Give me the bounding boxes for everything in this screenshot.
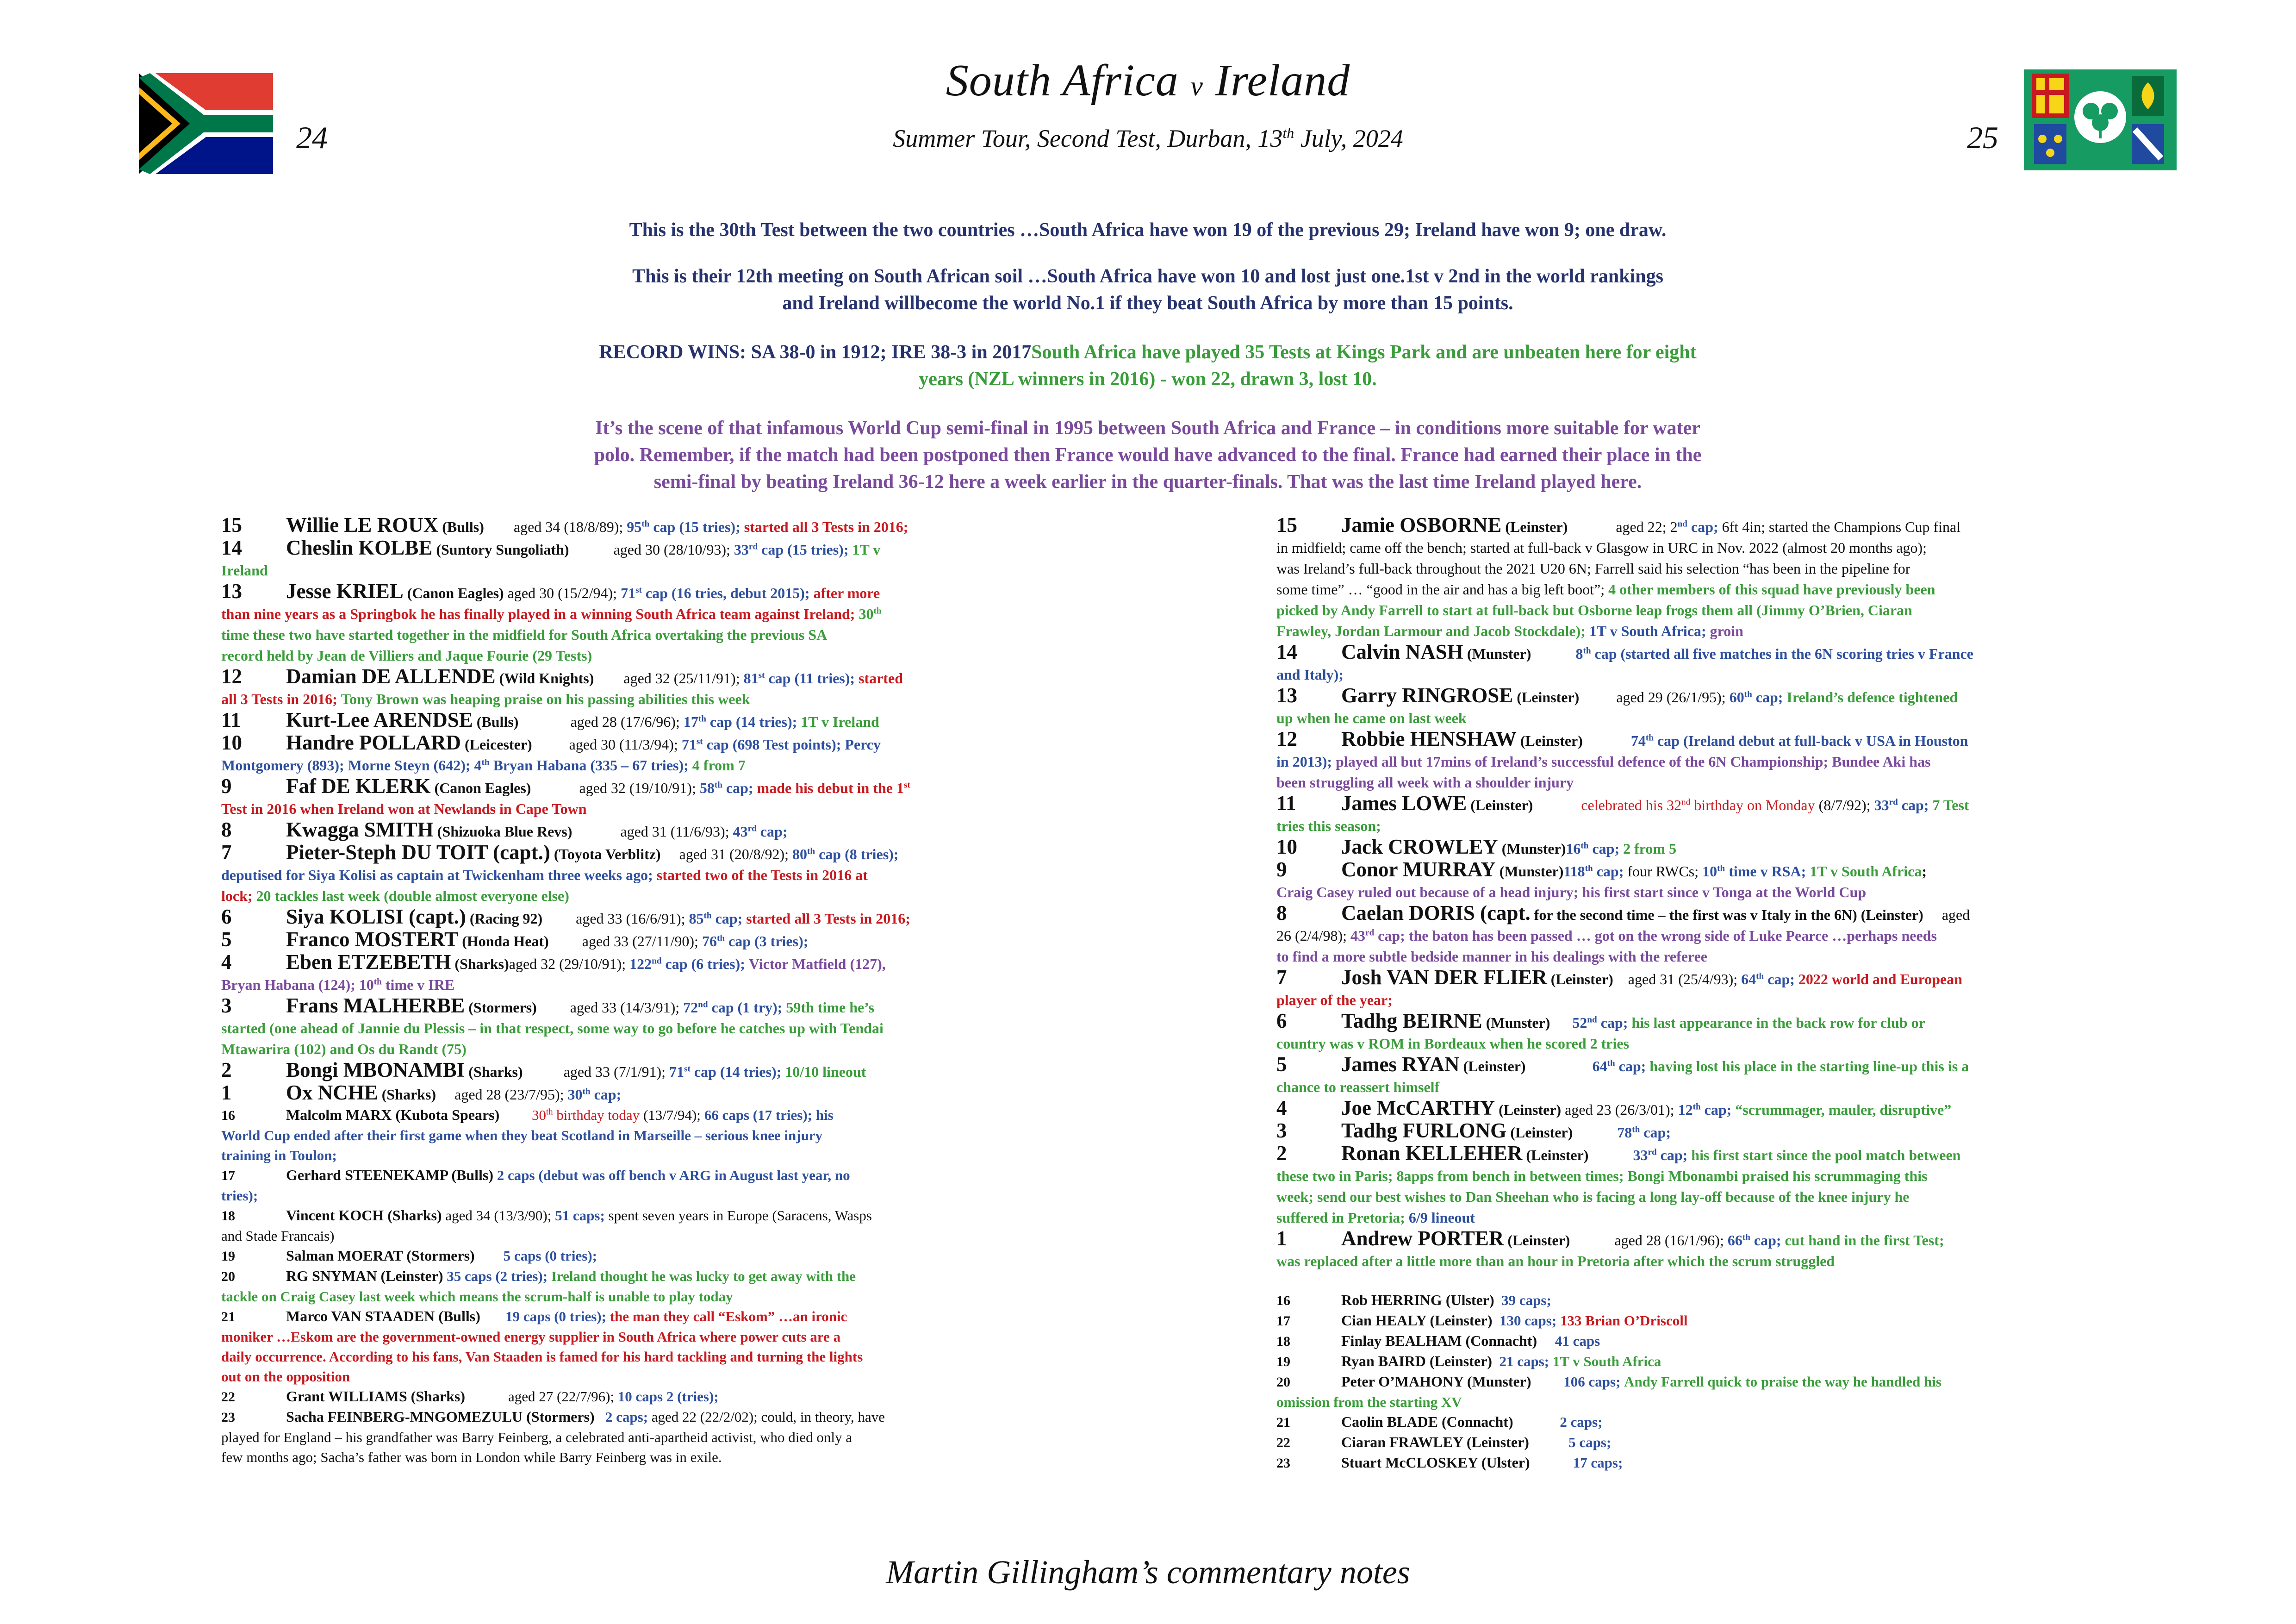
bench-entry: 21 Caolin BLADE (Connacht) 2 caps; — [1276, 1413, 1603, 1430]
player-entry: 7 Josh VAN DER FLIER (Leinster) aged 31 (25/4/93); 64th cap; 2022 world and European player of the year; — [1276, 966, 1963, 1008]
player-entry: 9 Conor MURRAY (Munster)118th cap; four RWCs; 10th time v RSA; 1T v South Africa; Craig Casey ruled out because of a head injury; his first start since v Tonga at the World Cup — [1276, 858, 1927, 900]
player-entry: 7 Pieter-Steph DU TOIT (capt.) (Toyota Verblitz) aged 31 (20/8/92); 80th cap (8 tries); deputised for Siya Kolisi as captain at Twickenham three weeks ago; started two of the Tests in 2016 at lock; 20 tackles last week (double almost everyone else) — [221, 841, 899, 904]
player-entry: 13 Jesse KRIEL (Canon Eagles) aged 30 (15/2/94); 71st cap (16 tries, debut 2015); after more than nine years as a Springbok he has finally played in a winning South Africa team against Ireland; 30th time these two have started together in the midfield for South Africa overtaking the previous SA record held by Jean de Villiers and Jaque Fourie (29 Tests) — [221, 580, 882, 664]
bench-entry: 18 Vincent KOCH (Sharks) aged 34 (13/3/90); 51 caps; spent seven years in Europe (Saracens, Wasps and Stade Francais) — [221, 1207, 872, 1244]
bench-entry: 17 Gerhard STEENEKAMP (Bulls) 2 caps (debut was off bench v ARG in August last year, no tries); — [221, 1167, 850, 1204]
bench-entry: 21 Marco VAN STAADEN (Bulls) 19 caps (0 tries); the man they call “Eskom” …an ironic moniker …Eskom are the government-owned energy supplier in South Africa where power cuts are a daily occurrence. According to his fans, Van Staaden is famed for his hard tackling and turning the lights out on the opposition — [221, 1308, 863, 1385]
title-south-africa: South Africa — [946, 56, 1179, 106]
bench-entry: 16 Malcolm MARX (Kubota Spears) 30th birthday today (13/7/94); 66 caps (17 tries); his World Cup ended after their first game when they beat Scotland in Marseille – serious knee injury training in Toulon; — [221, 1106, 834, 1163]
bench-entry: 19 Salman MOERAT (Stormers) 5 caps (0 tries); — [221, 1247, 597, 1264]
player-entry: 2 Ronan KELLEHER (Leinster) 33rd cap; his first start since the pool match between these two in Paris; 8apps from bench in between times; Bongi Mbonambi praised his scrummaging this week; send our best wishes to Dan Sheehan who is facing a long lay-off because of the knee injury he suffered in Pretoria; 6/9 lineout — [1276, 1142, 1961, 1226]
commentary-notes-footer: Martin Gillingham’s commentary notes — [886, 1554, 1410, 1591]
bench-entry: 23 Sacha FEINBERG-MNGOMEZULU (Stormers) 2 caps; aged 22 (22/2/02); could, in theory, have played for England – his grandfather was Barry Feinberg, a celebrated anti-apartheid activist, who died only a few months ago; Sacha’s father was born in London while Barry Feinberg was in exile. — [221, 1408, 885, 1465]
bench-entry: 18 Finlay BEALHAM (Connacht) 41 caps — [1276, 1332, 1600, 1349]
bench-entry: 23 Stuart McCLOSKEY (Ulster) 17 caps; — [1276, 1454, 1623, 1471]
player-entry: 5 James RYAN (Leinster) 64th cap; having lost his place in the starting line-up this is a chance to reassert himself — [1276, 1053, 1969, 1095]
player-entry: 6 Tadhg BEIRNE (Munster) 52nd cap; his last appearance in the back row for club or country was v ROM in Bordeaux when he scored 2 tries — [1276, 1009, 1925, 1052]
player-entry: 6 Siya KOLISI (capt.) (Racing 92) aged 33 (16/6/91); 85th cap; started all 3 Tests in 2016; — [221, 905, 910, 928]
player-entry: 15 Jamie OSBORNE (Leinster) aged 22; 2nd cap; 6ft 4in; started the Champions Cup final in midfield; came off the bench; started at full-back v Glasgow in URC in Nov. 2022 (almost 20 months ago); was Ireland’s full-back throughout the 2021 U20 6N; Farrell said his selection “has been in the pipeline for some time” … “good in the air and has a big left boot”; 4 other members of this squad have previously been picked by Andy Farrell to start at full-back but Osborne leap frogs them all (Jimmy O’Brien, Ciaran Frawley, Jordan Larmour and Jacob Stockdale); 1T v South Africa; groin — [1276, 513, 1961, 639]
bench-entry: 22 Grant WILLIAMS (Sharks) aged 27 (22/7/96); 10 caps 2 (tries); — [221, 1388, 719, 1405]
ireland-bench-list — [1276, 1290, 2082, 1473]
player-entry: 12 Damian DE ALLENDE (Wild Knights) aged 32 (25/11/91); 81st cap (11 tries); started all 3 Tests in 2016; Tony Brown was heaping praise on his passing abilities this week — [221, 665, 903, 707]
bench-entry: 17 Cian HEALY (Leinster) 130 caps; 133 Brian O’Driscoll — [1276, 1312, 1688, 1329]
bench-entry: 22 Ciaran FRAWLEY (Leinster) 5 caps; — [1276, 1434, 1612, 1450]
player-entry: 2 Bongi MBONAMBI (Sharks) aged 33 (7/1/91); 71st cap (14 tries); 10/10 lineout — [221, 1058, 866, 1081]
intro-paragraph-3: RECORD WINS: SA 38-0 in 1912; IRE 38-3 in 2017South Africa have played 35 Tests at Kings Park and are unbeaten here for eight years (NZL winners in 2016) - won 22, drawn 3, lost 10. — [599, 342, 1697, 390]
bench-entry: 16 Rob HERRING (Ulster) 39 caps; — [1276, 1292, 1551, 1308]
page-number-right: 25 — [1967, 120, 1998, 155]
intro-paragraph-4: It’s the scene of that infamous World Cup semi-final in 1995 between South Africa and France – in conditions more suitable for water polo. Remember, if the match had been postponed then France would have advanced to the final. France had earned their place in the semi-final by beating Ireland 36-12 here a week earlier in the quarter-finals. That was the last time Ireland played here. — [594, 418, 1702, 493]
intro-paragraph-1: This is the 30th Test between the two countries …South Africa have won 19 of the previous 29; Ireland have won 9; one draw. — [629, 219, 1667, 241]
south-africa-team-list — [221, 515, 1054, 1467]
player-entry: 11 Kurt-Lee ARENDSE (Bulls) aged 28 (17/6/96); 17th cap (14 tries); 1T v Ireland — [221, 708, 879, 731]
player-entry: 10 Jack CROWLEY (Munster)16th cap; 2 from 5 — [1276, 835, 1677, 858]
page-subtitle: Summer Tour, Second Test, Durban, 13th July, 2024 — [893, 125, 1403, 152]
bench-entry: 20 RG SNYMAN (Leinster) 35 caps (2 tries); Ireland thought he was lucky to get away with the tackle on Craig Casey last week which means the scrum-half is unable to play today — [221, 1268, 856, 1305]
player-entry: 15 Willie LE ROUX (Bulls) aged 34 (18/8/89); 95th cap (15 tries); started all 3 Tests in 2016; — [221, 513, 908, 537]
player-entry: 13 Garry RINGROSE (Leinster) aged 29 (26/1/95); 60th cap; Ireland’s defence tightened up when he came on last week — [1276, 684, 1958, 726]
bench-entry: 20 Peter O’MAHONY (Munster) 106 caps; Andy Farrell quick to praise the way he handled his omission from the starting XV — [1276, 1373, 1941, 1410]
south-africa-bench-list — [221, 1105, 1054, 1467]
player-entry: 4 Eben ETZEBETH (Sharks)aged 32 (29/10/91); 122nd cap (6 tries); Victor Matfield (127), Bryan Habana (124); 10th time v IRE — [221, 950, 886, 993]
title-versus: v — [1190, 71, 1203, 101]
player-entry: 1 Andrew PORTER (Leinster) aged 28 (16/1/96); 66th cap; cut hand in the first Test; was replaced after a little more than an hour in Pretoria after which the scrum struggled — [1276, 1227, 1944, 1269]
ireland-team-list — [1276, 515, 2082, 1473]
player-entry: 14 Calvin NASH (Munster) 8th cap (started all five matches in the 6N scoring tries v France and Italy); — [1276, 640, 1973, 683]
player-entry: 8 Caelan DORIS (capt. for the second time – the first was v Italy in the 6N) (Leinster) aged 26 (2/4/98); 43rd cap; the baton has been passed … got on the wrong side of Luke Pearce …perhaps needs to find a more subtle bedside manner in his dealings with the referee — [1276, 901, 1970, 965]
player-entry: 4 Joe McCARTHY (Leinster) aged 23 (26/3/01); 12th cap; “scrummager, mauler, disruptive” — [1276, 1096, 1952, 1119]
page-number-left: 24 — [296, 120, 328, 155]
player-entry: 11 James LOWE (Leinster) celebrated his 32nd birthday on Monday (8/7/92); 33rd cap; 7 Test tries this season; — [1276, 792, 1969, 834]
player-entry: 3 Frans MALHERBE (Stormers) aged 33 (14/3/91); 72nd cap (1 try); 59th time he’s started (one ahead of Jannie du Plessis – in that respect, some way to go before he catches up with Tendai Mtawarira (102) and Os du Randt (75) — [221, 994, 884, 1057]
player-entry: 8 Kwagga SMITH (Shizuoka Blue Revs) aged 31 (11/6/93); 43rd cap; — [221, 818, 788, 841]
title-ireland: Ireland — [1215, 56, 1350, 106]
player-entry: 3 Tadhg FURLONG (Leinster) 78th cap; — [1276, 1119, 1671, 1142]
intro-paragraph-2: This is their 12th meeting on South African soil …South Africa have won 10 and lost just one.1st v 2nd in the world rankings and Ireland willbecome the world No.1 if they beat South Africa by more than 15 points. — [632, 266, 1663, 314]
player-entry: 12 Robbie HENSHAW (Leinster) 74th cap (Ireland debut at full-back v USA in Houston in 2013); played all but 17mins of Ireland’s successful defence of the 6N Championship; Bundee Aki has been struggling all week with a shoulder injury — [1276, 727, 1968, 791]
player-entry: 5 Franco MOSTERT (Honda Heat) aged 33 (27/11/90); 76th cap (3 tries); — [221, 928, 809, 951]
page-title — [0, 55, 2296, 106]
player-entry: 1 Ox NCHE (Sharks) aged 28 (23/7/95); 30th cap; — [221, 1081, 622, 1104]
player-entry: 9 Faf DE KLERK (Canon Eagles) aged 32 (19/10/91); 58th cap; made his debut in the 1st Test in 2016 when Ireland won at Newlands in Cape Town — [221, 775, 910, 817]
player-entry: 10 Handre POLLARD (Leicester) aged 30 (11/3/94); 71st cap (698 Test points); Percy Montgomery (893); Morne Steyn (642); 4th Bryan Habana (335 – 67 tries); 4 from 7 — [221, 731, 881, 774]
player-entry: 14 Cheslin KOLBE (Suntory Sungoliath) aged 30 (28/10/93); 33rd cap (15 tries); 1T v Ireland — [221, 536, 881, 579]
bench-entry: 19 Ryan BAIRD (Leinster) 21 caps; 1T v South Africa — [1276, 1353, 1661, 1369]
